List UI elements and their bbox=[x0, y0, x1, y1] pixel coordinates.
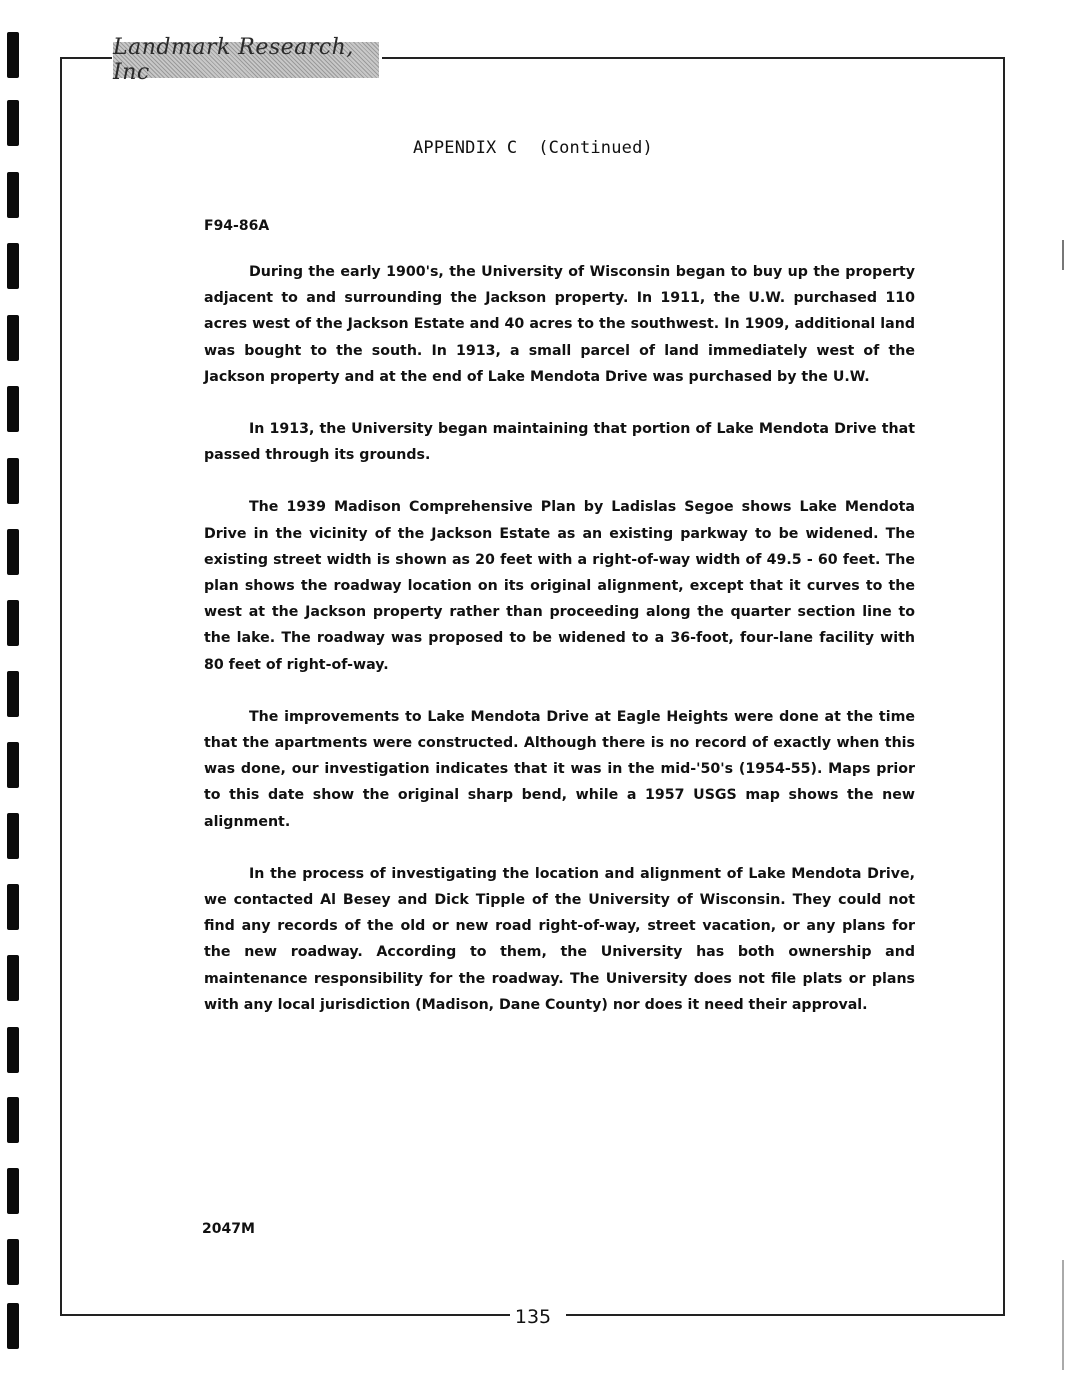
binding-hole bbox=[7, 386, 19, 432]
paragraph: In 1913, the University began maintaining that portion of Lake Mendota Drive that passed through its grounds. bbox=[204, 421, 915, 464]
binding-hole bbox=[7, 458, 19, 504]
paragraph: The improvements to Lake Mendota Drive at Eagle Heights were done at the time that the apartments were constructed. Although there is no record of exactly when this was done, our investigation indicates that it was in the mid-'50's (1954-55). Maps prior to this date show the original sharp bend, while a 1957 USGS map shows the new alignment. bbox=[204, 708, 915, 830]
binding-hole bbox=[7, 742, 19, 788]
scan-mark bbox=[1062, 240, 1064, 270]
paragraph: During the early 1900's, the University of Wisconsin began to buy up the property adjacent to and surrounding the Jackson property. In 1911, the U.W. purchased 110 acres west of the Jackson Estate and 40 acres to the southwest. In 1909, additional land was bought to the south. In 1913, a small parcel of land immediately west of the Jackson property and at the end of Lake Mendota Drive was purchased by the U.W. bbox=[204, 264, 915, 385]
document-body bbox=[204, 259, 915, 1044]
page-number: 135 bbox=[514, 1306, 552, 1328]
binding-hole bbox=[7, 315, 19, 361]
binding-holes bbox=[7, 0, 21, 1380]
paragraph: The 1939 Madison Comprehensive Plan by Ladislas Segoe shows Lake Mendota Drive in the vicinity of the Jackson Estate as an existing parkway to be widened. The existing street width is shown as 20 feet with a right-of-way width of 49.5 - 60 feet. The plan shows the roadway location on its original alignment, except that it curves to the west at the Jackson property rather than proceeding along the quarter section line to the lake. The roadway was proposed to be widened to a 36-foot, four-lane facility with 80 feet of right-of-way. bbox=[204, 499, 915, 673]
frame-rule bbox=[60, 57, 112, 59]
binding-hole bbox=[7, 1097, 19, 1143]
binding-hole bbox=[7, 243, 19, 289]
binding-hole bbox=[7, 1239, 19, 1285]
binding-hole bbox=[7, 813, 19, 859]
binding-hole bbox=[7, 1168, 19, 1214]
frame-rule bbox=[382, 57, 1003, 59]
company-logo bbox=[113, 35, 379, 85]
binding-hole bbox=[7, 955, 19, 1001]
page-title: APPENDIX C (Continued) bbox=[412, 138, 653, 158]
binding-hole bbox=[7, 671, 19, 717]
document-code: 2047M bbox=[202, 1221, 255, 1237]
binding-hole bbox=[7, 600, 19, 646]
logo-text: Landmark Research, Inc bbox=[113, 35, 354, 85]
binding-hole bbox=[7, 172, 19, 218]
paragraph: In the process of investigating the location and alignment of Lake Mendota Drive, we contacted Al Besey and Dick Tipple of the University of Wisconsin. They could not find any records of the old or new road right-of-way, street vacation, or any plans for the new roadway. According to them, the University has both ownership and maintenance responsibility for the roadway. The University does not file plats or plans with any local jurisdiction (Madison, Dane County) nor does it need their approval. bbox=[204, 865, 915, 1013]
binding-hole bbox=[7, 529, 19, 575]
binding-hole bbox=[7, 884, 19, 930]
section-code: F94-86A bbox=[204, 218, 270, 234]
binding-hole bbox=[7, 1027, 19, 1073]
binding-hole bbox=[7, 32, 19, 78]
